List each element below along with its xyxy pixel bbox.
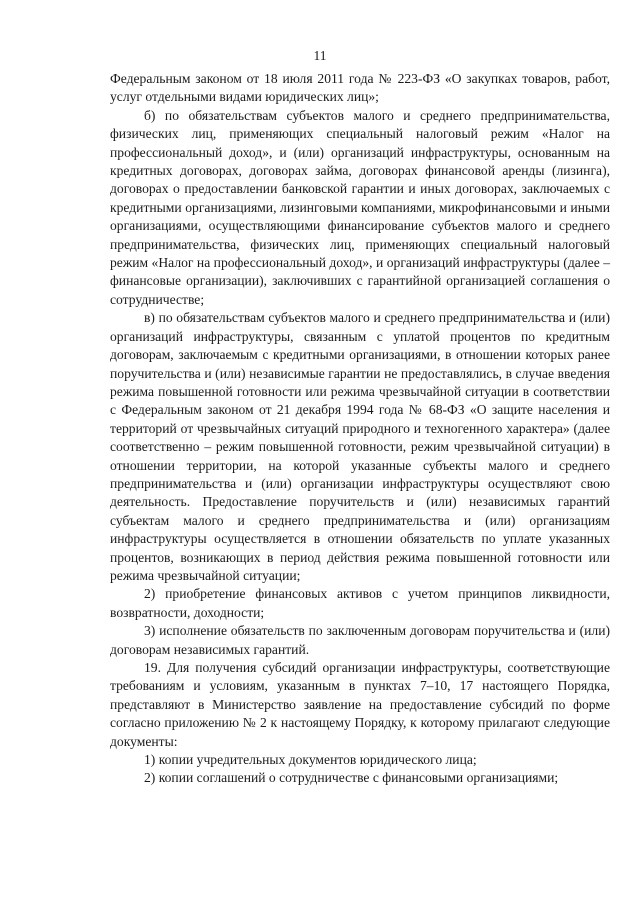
paragraph-6: 19. Для получения субсидий организации инфраструктуры, соответствующие требованиям и условиям, указанным в пунктах 7–10, 17 настоящего Порядка, представляют в Министерство заявление на предоставление субсидий по форме согласно приложению № 2 к настоящему Порядку, к которому прилагают следующие документы: — [110, 660, 610, 749]
paragraph-7: 1) копии учредительных документов юридического лица; — [144, 752, 477, 768]
paragraph-5: 3) исполнение обязательств по заключенным договорам поручительства и (или) договорам независимых гарантий. — [110, 623, 610, 657]
paragraph-8: 2) копии соглашений о сотрудничестве с финансовыми организациями; — [144, 770, 559, 786]
page-number: 11 — [313, 48, 327, 63]
paragraph-3: в) по обязательствам субъектов малого и среднего предпринимательства и (или) организаций инфраструктуры, связанным с уплатой процентов по кредитным договорам, заключаемым с кредитными организациями, в отношении которых ранее поручительства и (или) независимые гарантии не предоставлялись, в случае введения режима повышенной готовности или режима чрезвычайной ситуации в соответствии с Федеральным законом от 21 декабря 1994 года № 68-ФЗ «О защите населения и территорий от чрезвычайных ситуаций природного и техногенного характера» (далее соответственно – режим повышенной готовности, режим чрезвычайной ситуации) в отношении территории, на которой указанные субъекты малого и среднего предпринимательства и (или) организации инфраструктуры осуществляют свою деятельность. Предоставление поручительств и (или) независимых гарантий субъектам малого и среднего предпринимательства и (или) организациям инфраструктуры осуществляется в отношении обязательств по уплате указанных процентов, возникающих в период действия режима повышенной готовности или режима чрезвычайной ситуации; — [110, 310, 610, 583]
paragraph-4: 2) приобретение финансовых активов с учетом принципов ликвидности, возвратности, доходности; — [110, 586, 610, 620]
document-body — [110, 70, 610, 788]
paragraph-2: б) по обязательствам субъектов малого и среднего предпринимательства, физических лиц, применяющих специальный налоговый режим «Налог на профессиональный доход», и (или) организаций инфраструктуры, основанным на кредитных договорах, договорах займа, договорах финансовой аренды (лизинга), договорах о предоставлении банковской гарантии и иных договорах, заключаемых с кредитными организациями, лизинговыми компаниями, микрофинансовыми и иными организациями, осуществляющими финансирование субъектов малого и среднего предпринимательства, физических лиц, применяющих специальный налоговый режим «Налог на профессиональный доход», и организаций инфраструктуры (далее – финансовые организации), заключивших с гарантийной организацией соглашения о сотрудничестве; — [110, 107, 610, 307]
paragraph-1: Федеральным законом от 18 июля 2011 года № 223-ФЗ «О закупках товаров, работ, услуг отдельными видами юридических лиц»; — [110, 71, 610, 105]
